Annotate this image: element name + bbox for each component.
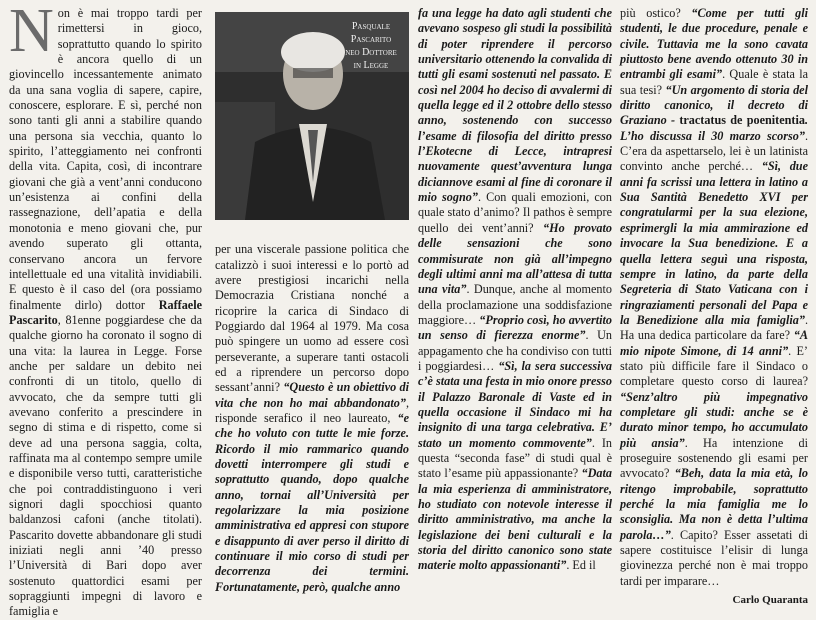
body-text: . Ed il	[566, 558, 596, 573]
body-text: . Capito? Esser assetati di sapere costituisce l’elisir di lunga giovinezza perché non è mai troppo tardi per imparare…	[620, 527, 808, 588]
quote-text: fa una legge ha dato agli studenti che avevano sospeso gli studi la possibilità di poter riprendere il percorso universitario ottenendo la convalida di tutti gli esami sostenuti nel passato. E così nel 2004 ho deciso di avvalermi di quella legge ed il 2 ottobre dello stesso anno, sostenendo con successo l’esame di filosofia del diritto presso l’Ekotecne di Lecce, intrapresi nuovamente quest’avventura lunga diciannove esami al fine di coronare il mio sogno”	[418, 6, 612, 205]
author-signature: Carlo Quaranta	[732, 594, 808, 607]
body-text: . Ha una dedica particolare da fare?	[620, 312, 808, 343]
quote-text: “Beh, data la mia età, lo ritengo improbabile, soprattutto perché la mia famiglia me lo sconsiglia. Ma non è detta l’ultima parola…”	[620, 466, 808, 542]
caption-line: neo Dottore	[345, 47, 397, 58]
column-4	[620, 6, 808, 608]
caption-line: in Legge	[353, 60, 389, 71]
caption-line: Pascarito	[350, 34, 392, 45]
quote-text: . L’ho discussa il 30 marzo scorso”	[620, 113, 808, 143]
quote-text: “Un argomento di storia del diritto canonico, il decreto di Graziano -	[620, 82, 808, 128]
body-text: . In questa “seconda fase” di studi qual è stato l’esame più appassionante?	[418, 435, 612, 481]
column-1	[9, 0, 202, 620]
quote-text: “Questo è un obiettivo di vita che non ho mai abbandonato”	[215, 380, 409, 410]
body-text: . Con quali emozioni, con quale stato d’animo? Il pathos è sempre quello dei vent’anni?	[418, 190, 612, 235]
intro-text: on è mai troppo tardi per rimettersi in gioco, soprattutto quando lo spirito è ancora quello di un giovincello incessantemente animato da una sana voglia di sapere, capire, conoscere, esplorare. E sì, perché non sono tanti gli anni a stabilire quando una persona sia vecchia, quanto lo spirito, l’atteggiamento nei confronti della vita. Capita, così, di incontrare giovani che già a vent’anni conducono un’esistenza ai confini della rassegnazione, dell’apatia e della monotonia e meno giovani che, pur avendo superato gli ottanta, conservano ancora un fervore intellettuale ed una vitalità invidiabili. E questo è il caso del (ora possiamo finalmente dirlo) dottor	[9, 6, 202, 312]
body-text: , risponde serafico il neo laureato,	[215, 395, 409, 425]
body-text: più ostico?	[620, 6, 692, 20]
quote-text: “Sì, due anni fa scrissi una lettera in latino a Sua Santità Benedetto XVI per congratularmi per la sua elezione, esprimergli la mia ammirazione ed invocare la Sua benedizione. E a quella lettera seguì una risposta, sempre in latino, da parte della Segreteria di Stato Vaticana con i ringraziamenti personali del Papa e la Benedizione alla mia famiglia”	[620, 159, 808, 327]
body-text: . Un appagamento che ha condiviso con tutti i poggiardesi…	[418, 328, 612, 373]
drop-cap: N	[9, 0, 54, 65]
body-text: . C’era da aspettarselo, lei è un latinista convinto anche perché…	[620, 128, 808, 174]
body-text: , 81enne poggiardese che da qualche giorno ha coronato il sogno di una vita: la laurea in Legge. Forse anche per saldare un debito nei confronti di un titolo, quello di avvocato, che da sempre tutti gli avevano conferito a prescindere in segno di stima e di rispetto, come si deve ad una persona saggia, colta, raffinata ma al contempo sempre umile e disponibile verso tutti, caratteristiche che poi contraddistinguono i veri signori dagli spocchiosi quanto baldanzosi cafoni (anche titolati). Pascarito dovette abbandonare gli studi iniziati negli anni ’40 presso l’Università di Bari dopo aver sostenuto quattordici esami per sopraggiunti impegni di lavoro e famiglia e	[9, 312, 202, 619]
body-text: . E’ stato più difficile fare il Sindaco o completare questo corso di laurea?	[620, 343, 808, 389]
body-text: . Dunque, anche al momento della proclamazione una soddisfazione maggiore…	[418, 282, 612, 327]
article-paragraph	[418, 6, 612, 574]
article-paragraph	[215, 242, 409, 595]
caption-line: Pasquale	[351, 21, 391, 32]
quote-text: “Come per tutti gli studenti, le due procedure, penale e civile. Tuttavia me la sono cavata piuttosto bene avendo ottenuto 30 in entrambi gli esami”	[620, 6, 808, 82]
column-3	[418, 6, 612, 574]
column-2	[215, 230, 409, 607]
subject-name: Raffaele Pascarito	[9, 297, 202, 327]
quote-text: “e che ho voluto con tutte le mie forze. Ricordo il mio rammarico quando dovetti interrompere gli studi e soprattutto quando, dopo qualche anno, tornai all’Università per regolarizzare la mia posizione amministrativa ed appresi con stupore e disappunto di aver perso il diritto di continuare il mio corso di studi per decorrenza dei termini. Fortunatamente, però, qualche anno	[215, 410, 409, 594]
body-text: . Quale è stata la sua tesi?	[620, 67, 808, 97]
quote-text: “A mio nipote Simone, di 14 anni”	[620, 328, 808, 358]
photo-caption	[339, 20, 403, 72]
portrait-photo	[215, 12, 409, 220]
quote-text: “Proprio così, ho avvertito un senso di fierezza enorme”	[418, 312, 613, 343]
quote-text: “Ho provato delle sensazioni che sono commisurate non già all’impegno degli ultimi anni ma all’attesa di tutta una vita”	[418, 220, 612, 297]
body-text: per una viscerale passione politica che catalizzò i suoi interessi e lo portò ad avere prestigiosi incarichi nella Democrazia Cristiana nonché a ricoprire la carica di Sindaco di Poggiardo dal 1964 al 1979. Ma cosa può spingere un uomo ad essere così perseverante, a superare tanti ostacoli ed a riprendere un percorso dopo sessant’anni?	[215, 242, 409, 395]
quote-text: “Data la mia esperienza di amministratore, ho studiato con notevole interesse il diritto amministrativo, ma anche la legislazione dei beni culturali e la storia del diritto canonico sono state materie molto appassionanti”	[418, 466, 612, 573]
article-paragraph	[620, 6, 808, 589]
quote-text: “Senz’altro più impegnativo completare gli studi: anche se è durato minor tempo, ho accumulato più ansia”	[620, 389, 808, 450]
body-text: . Ha intenzione di proseguire sostenendo gli esami per avvocato?	[620, 435, 809, 481]
latin-title: tractatus de poenitentia	[679, 113, 805, 128]
article-paragraph	[9, 0, 202, 620]
quote-text: “Sì, la sera successiva c’è stata una festa in mio onore presso il Palazzo Baronale di Vaste ed in quella occasione il Sindaco mi ha insignito di una targa celebrativa. E’ stato un momento commovente”	[418, 358, 613, 450]
